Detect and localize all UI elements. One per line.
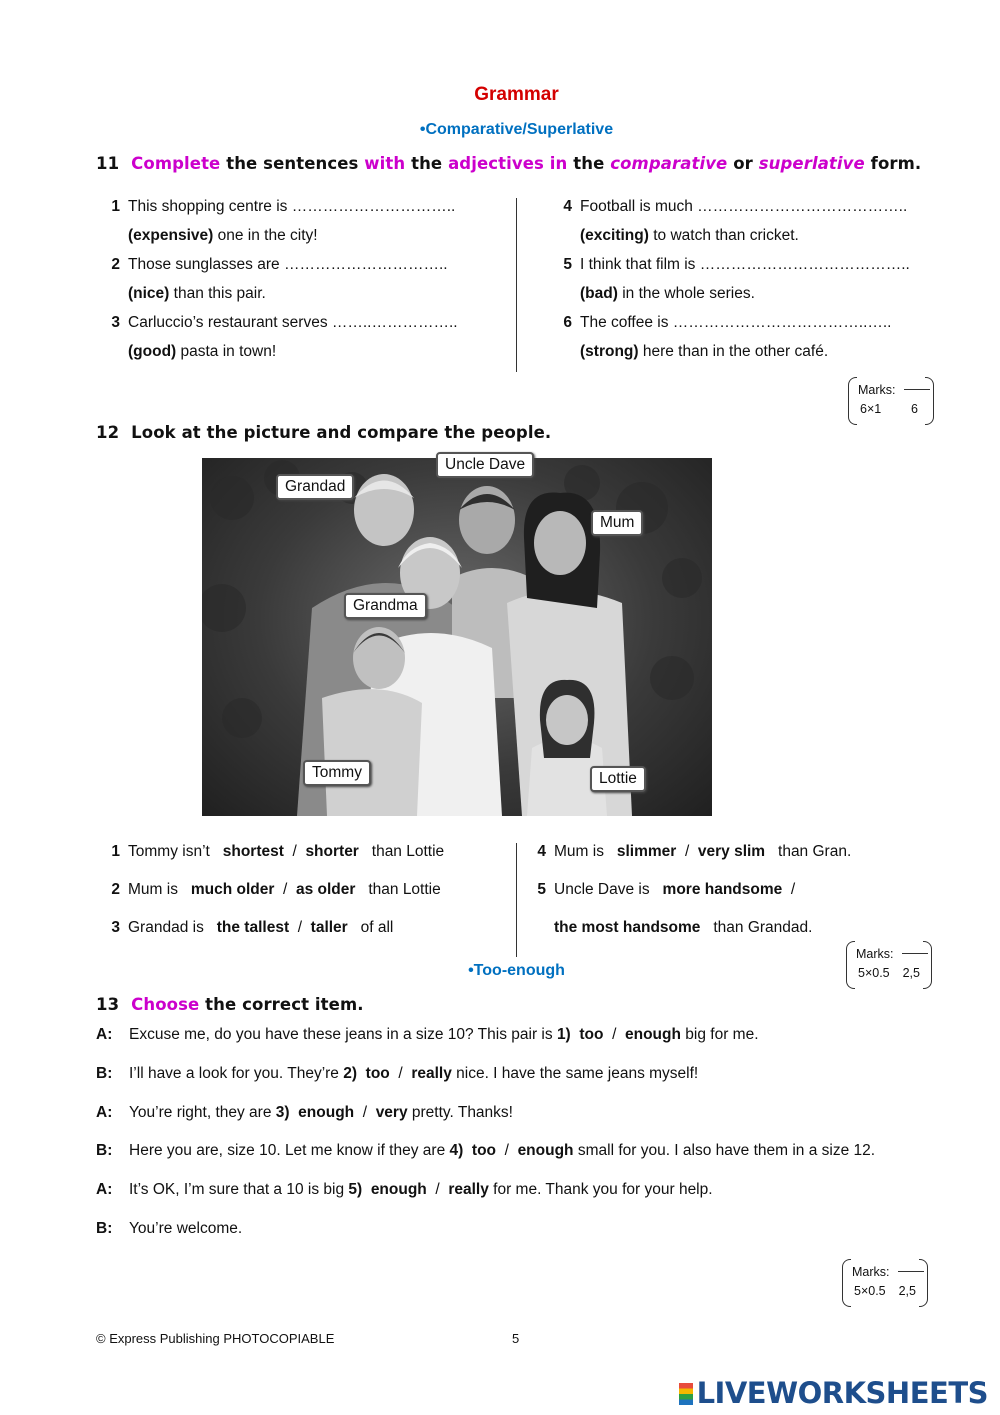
item-number: 3 — [111, 919, 120, 936]
q11-item-line — [111, 256, 448, 274]
line-text: You’re right, they are — [129, 1103, 276, 1121]
item-number: 3 — [111, 314, 120, 331]
label-grandma: Grandma — [344, 593, 427, 619]
sentence-end: than Grandad. — [700, 919, 813, 936]
copyright-notice: © Express Publishing PHOTOCOPIABLE — [96, 1331, 335, 1346]
page-title: Grammar — [474, 84, 559, 105]
sentence-start: This shopping centre is ………………………….. — [128, 198, 456, 215]
instruction-segment: or — [727, 154, 759, 173]
speaker-label: B: — [96, 1220, 113, 1237]
option-b[interactable]: enough — [517, 1142, 574, 1160]
item-number: 2 — [111, 256, 120, 273]
sentence-start: Tommy isn’t — [128, 843, 223, 860]
q13-instruction-verb: Choose — [131, 995, 200, 1014]
q11-item-line — [111, 314, 458, 332]
sentence-end: here than in the other café. — [638, 343, 829, 360]
line-text: It’s OK, I’m sure that a 10 is big — [129, 1181, 349, 1199]
option-b[interactable]: shorter — [305, 843, 359, 860]
option-slash: / — [426, 1181, 449, 1199]
sentence-end: than Lottie — [358, 843, 445, 860]
gap-number: 3) — [275, 1103, 299, 1121]
sentence-end: in the whole series. — [617, 285, 755, 302]
speaker-label: A: — [96, 1181, 113, 1199]
q11-item-line2 — [580, 227, 799, 245]
option-slash: / — [274, 881, 296, 898]
q13-number: 13 — [96, 995, 120, 1014]
sentence-start: Grandad is — [128, 919, 217, 936]
option-a[interactable]: enough — [298, 1103, 355, 1121]
sentence-end: to watch than cricket. — [648, 227, 799, 244]
marks-blank[interactable] — [902, 953, 928, 954]
q12-item — [111, 919, 394, 937]
instruction-segment: adjectives in — [448, 154, 568, 173]
sentence-start: The coffee is ………………………………..….. — [580, 314, 892, 331]
speaker-label: A: — [96, 1103, 113, 1121]
marks-calc: 5×0.5 — [858, 966, 890, 980]
sentence-end: one in the city! — [213, 227, 318, 244]
option-slash: / — [603, 1026, 625, 1043]
q11-item-line — [563, 314, 892, 332]
option-slash: / — [283, 843, 306, 860]
page-number: 5 — [512, 1331, 520, 1346]
option-b[interactable]: really — [411, 1064, 452, 1082]
sentence-start: I think that film is ………………………………….. — [580, 256, 910, 273]
gap-number: 1) — [556, 1026, 580, 1043]
dialogue-line — [96, 1065, 698, 1083]
option-b[interactable]: really — [448, 1181, 489, 1199]
instruction-segment: the — [405, 154, 449, 173]
option-b[interactable]: as older — [295, 881, 356, 898]
option-a[interactable]: shortest — [222, 843, 284, 860]
adjective-prompt: (expensive) — [128, 227, 214, 244]
option-a[interactable]: slimmer — [616, 843, 677, 860]
option-slash: / — [289, 919, 311, 936]
sentence-end: of all — [347, 919, 394, 936]
item-number: 1 — [111, 198, 120, 215]
q11-item-line2 — [128, 227, 318, 245]
q11-item-line — [563, 256, 910, 274]
q13-marks-box — [842, 1259, 928, 1307]
option-b[interactable]: very slim — [697, 843, 766, 860]
q12-column-divider — [516, 843, 517, 957]
line-end: small for you. I also have them in a size 12. — [573, 1142, 876, 1160]
liveworksheets-logo[interactable] — [679, 1376, 988, 1410]
adjective-prompt: (bad) — [580, 285, 618, 302]
sentence-start: Those sunglasses are ………………………….. — [128, 256, 448, 273]
option-a[interactable]: too — [579, 1026, 604, 1043]
label-grandad: Grandad — [276, 474, 354, 500]
adjective-prompt: (nice) — [128, 285, 170, 302]
item-number: 5 — [563, 256, 572, 273]
option-b[interactable]: taller — [310, 919, 348, 936]
sentence-start: Mum is — [128, 881, 191, 898]
line-end: for me. Thank you for your help. — [488, 1181, 713, 1199]
label-lottie: Lottie — [590, 766, 646, 792]
q11-number: 11 — [96, 154, 120, 173]
adjective-prompt: (strong) — [580, 343, 639, 360]
q13-instruction-text: the correct item. — [199, 995, 364, 1014]
q11-item-line — [111, 198, 456, 216]
q11-instruction — [96, 154, 921, 173]
instruction-segment: form. — [864, 154, 922, 173]
q11-item-line2 — [580, 285, 755, 303]
dialogue-line — [96, 1142, 875, 1160]
line-text: You’re welcome. — [129, 1220, 243, 1237]
marks-blank[interactable] — [904, 389, 930, 390]
gap-number: 2) — [343, 1064, 366, 1082]
option-b[interactable]: the most handsome — [554, 919, 701, 936]
instruction-segment: with — [364, 154, 406, 173]
line-end: nice. I have the same jeans myself! — [451, 1064, 699, 1082]
dialogue-line — [96, 1181, 713, 1199]
instruction-segment: superlative — [758, 154, 865, 173]
instruction-segment: the — [567, 154, 611, 173]
sentence-end: than Gran. — [765, 843, 852, 860]
option-b[interactable]: very — [375, 1103, 408, 1121]
line-text: Here you are, size 10. Let me know if they are — [129, 1142, 450, 1160]
option-a[interactable]: too — [365, 1064, 390, 1082]
sentence-start: Carluccio’s restaurant serves ……..…………….. — [128, 314, 458, 331]
speaker-label: B: — [96, 1064, 113, 1082]
q11-item-line2 — [128, 285, 266, 303]
marks-calc: 6×1 — [860, 402, 882, 416]
sentence-end: than this pair. — [169, 285, 266, 302]
q12-instruction — [96, 423, 551, 442]
marks-label: Marks: — [856, 947, 894, 961]
q12-item-line2 — [554, 919, 812, 937]
label-tommy: Tommy — [303, 760, 371, 786]
option-slash: / — [782, 881, 804, 898]
q12-item — [537, 843, 852, 861]
marks-total: 2,5 — [902, 966, 920, 980]
item-number: 4 — [537, 843, 546, 860]
line-text: Excuse me, do you have these jeans in a size 10? This pair is — [129, 1026, 557, 1043]
label-uncle-dave: Uncle Dave — [436, 452, 534, 478]
marks-total: 2,5 — [898, 1284, 916, 1298]
dialogue-line — [96, 1104, 513, 1122]
logo-icon — [679, 1383, 693, 1405]
marks-total: 6 — [911, 402, 918, 416]
sentence-start: Uncle Dave is — [554, 881, 663, 898]
dialogue-line — [96, 1220, 242, 1238]
instruction-segment: the sentences — [220, 154, 365, 173]
option-a[interactable]: more handsome — [662, 881, 783, 898]
q11-instruction-text — [131, 154, 921, 173]
sentence-end: than Lottie — [355, 881, 441, 898]
marks-blank[interactable] — [898, 1271, 924, 1272]
logo-text: LIVEWORKSHEETS — [696, 1376, 988, 1410]
q11-marks-box — [848, 377, 934, 425]
q12-instruction-text: Look at the picture and compare the people. — [131, 423, 552, 442]
q12-item — [111, 843, 445, 861]
option-slash: / — [496, 1142, 518, 1160]
sentence-start: Football is much ………………………………….. — [580, 198, 908, 215]
speaker-label: A: — [96, 1026, 113, 1043]
adjective-prompt: (exciting) — [580, 227, 649, 244]
q12-marks-box — [846, 941, 932, 989]
q11-item-line2 — [580, 343, 828, 361]
q13-instruction — [96, 995, 364, 1014]
item-number: 4 — [563, 198, 572, 215]
q11-item-line — [563, 198, 908, 216]
section-heading-too-enough: •Too-enough — [468, 962, 565, 979]
marks-label: Marks: — [852, 1265, 890, 1279]
option-b[interactable]: enough — [625, 1026, 681, 1043]
item-number: 1 — [111, 843, 120, 860]
q12-item — [111, 881, 441, 899]
option-a[interactable]: much older — [190, 881, 275, 898]
label-mum: Mum — [591, 510, 643, 536]
q11-column-divider — [516, 198, 517, 372]
instruction-segment: Complete — [131, 154, 221, 173]
sentence-end: pasta in town! — [176, 343, 277, 360]
marks-calc: 5×0.5 — [854, 1284, 886, 1298]
q12-number: 12 — [96, 423, 120, 442]
gap-number: 5) — [348, 1181, 371, 1199]
option-a[interactable]: too — [471, 1142, 497, 1160]
q12-item — [537, 881, 804, 899]
line-end: big for me. — [680, 1026, 759, 1043]
dialogue-line — [96, 1026, 759, 1044]
line-text: I’ll have a look for you. They’re — [129, 1064, 344, 1082]
option-slash: / — [354, 1103, 376, 1121]
adjective-prompt: (good) — [128, 343, 177, 360]
line-end: pretty. Thanks! — [407, 1103, 513, 1121]
instruction-segment: comparative — [610, 154, 728, 173]
option-a[interactable]: the tallest — [216, 919, 290, 936]
section-heading-comparative: •Comparative/Superlative — [419, 121, 614, 138]
item-number: 2 — [111, 881, 120, 898]
gap-number: 4) — [449, 1142, 472, 1160]
item-number: 6 — [563, 314, 572, 331]
q11-item-line2 — [128, 343, 276, 361]
item-number: 5 — [537, 881, 546, 898]
option-slash: / — [676, 843, 698, 860]
option-slash: / — [389, 1064, 412, 1082]
sentence-start: Mum is — [554, 843, 617, 860]
option-a[interactable]: enough — [370, 1181, 427, 1199]
marks-label: Marks: — [858, 383, 896, 397]
speaker-label: B: — [96, 1142, 113, 1160]
